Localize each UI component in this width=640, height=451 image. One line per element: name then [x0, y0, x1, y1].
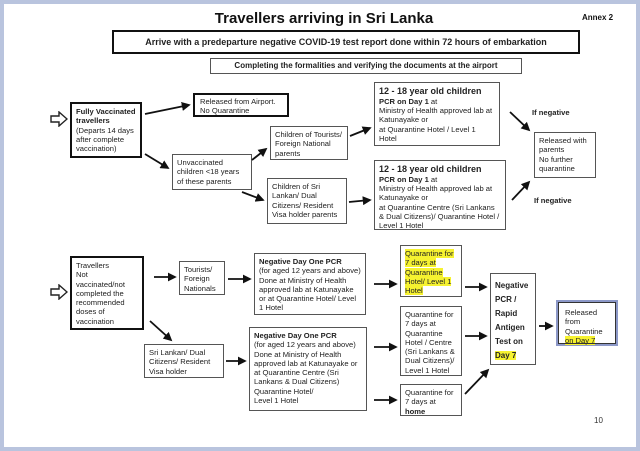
not-vaccinated-text: Travellers Not vaccinated/not completed the recommended doses of vaccination — [76, 261, 125, 326]
antigen-test-text: Negative PCR / Rapid Antigen Test on — [495, 281, 529, 346]
arrow-unvax-srilankan — [150, 321, 171, 340]
flow-arrows — [4, 4, 640, 451]
pcr-srilankan-day: PCR on Day 1 — [379, 174, 429, 184]
arrow-foreign-pcr — [350, 128, 370, 136]
fully-vaccinated-title: Fully Vaccinated travellers — [76, 107, 136, 126]
released-quarantine-day: on Day 7 — [565, 335, 596, 345]
if-negative-top-label: If negative — [532, 108, 570, 117]
pcr-foreign-title: 12 - 18 year old children — [379, 86, 482, 96]
pcr-foreign-day-suffix: at — [428, 96, 438, 106]
children-foreign-text: Children of Tourists/ Foreign National parents — [275, 130, 342, 158]
arrow-children-foreign — [252, 149, 266, 160]
arrow-home-antigen — [465, 370, 488, 394]
pcr-srilankan-title: 12 - 18 year old children — [379, 164, 482, 174]
pcr-foreign-day: PCR on Day 1 — [379, 96, 429, 106]
arrow-vaccinated-children — [145, 154, 168, 168]
pcr-srilankan-day-suffix: at — [428, 174, 438, 184]
page-number: 10 — [594, 416, 603, 425]
fully-vaccinated-note: (Departs 14 days after complete vaccination) — [76, 125, 134, 153]
antigen-test-day: Day 7 — [495, 351, 517, 360]
unvaccinated-children-text: Unvaccinated children <18 years of these parents — [177, 158, 240, 186]
pcr-tourists-body: (for aged 12 years and above) Done at Ministry of Health approved lab at Katunayake or at Quarantine Hotel/ Level 1 Hotel — [259, 266, 361, 313]
released-airport-text: Released from Airport. No Quarantine — [200, 97, 276, 116]
page-title: Travellers arriving in Sri Lanka — [214, 10, 434, 27]
if-negative-bottom-label: If negative — [534, 196, 572, 205]
srilankan-text: Sri Lankan/ Dual Citizens/ Resident Visa holder — [149, 348, 211, 376]
released-quarantine-prefix: Released from Quarantine — [565, 308, 603, 336]
quarantine-home-place: home — [405, 406, 426, 416]
quarantine-hotel-text: Quarantine for 7 days at Quarantine Hotel/ Level 1 Hotel — [405, 249, 454, 295]
formalities-text: Completing the formalities and verifying the documents at the airport — [234, 61, 498, 70]
pcr-srilankan-unvax-body: (for aged 12 years and above) Done at Ministry of Health approved lab at Katunayake or at Quarantine Centre (Sri Lankans & Dual Citizens) Quarantine Hotel/ Level 1 Hotel — [254, 340, 358, 405]
pcr-foreign-body: Ministry of Health approved lab at Katunayake or at Quarantine Hotel / Level 1 Hotel — [379, 106, 493, 143]
pcr-tourists-title: Negative Day One PCR — [259, 257, 342, 266]
arrow-vaccinated-released — [145, 105, 189, 114]
tourists-text: Tourists/ Foreign Nationals — [184, 265, 216, 293]
pcr-srilankan-unvax-title: Negative Day One PCR — [254, 331, 337, 340]
pcr-srilankan-body: Ministry of Health approved lab at Katunayake or at Quarantine Centre (Sri Lankans & Dual Citizens)/ Quarantine Hotel / Level 1 Hotel — [379, 184, 500, 231]
arrow-srilankan-pcr — [349, 200, 370, 202]
arrow-pcr-released-bottom — [512, 182, 529, 200]
quarantine-home-prefix: Quarantine for 7 days at — [405, 388, 454, 407]
annex-label: Annex 2 — [582, 13, 614, 22]
arrow-pcr-released-top — [510, 112, 529, 130]
quarantine-centre-text: Quarantine for 7 days at Quarantine Hotel / Centre (Sri Lankans & Dual Citizens)/ Level 1 Hotel — [405, 310, 455, 375]
released-parents-text: Released with parents No further quarantine — [539, 136, 587, 173]
children-srilankan-text: Children of Sri Lankan/ Dual Citizens/ Resident Visa holder parents — [272, 182, 338, 219]
banner-text: Arrive with a predeparture negative COVID-19 test report done within 72 hours of embarkation — [145, 37, 547, 47]
arrow-children-srilankan — [242, 192, 263, 200]
